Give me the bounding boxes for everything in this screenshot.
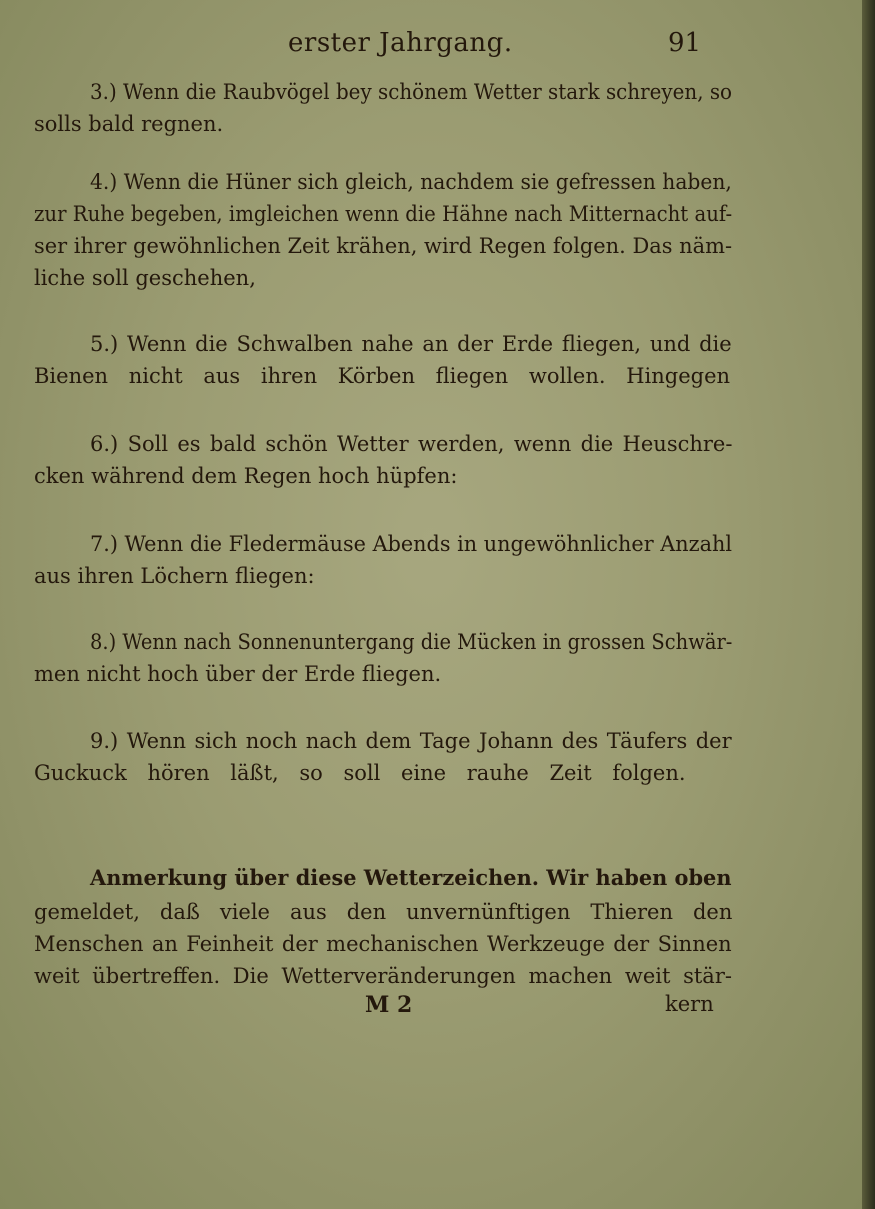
- catchword: kern: [665, 992, 714, 1016]
- item-4-line-3: ser ihrer gewöhnlichen Zeit krähen, wird Regen folgen. Das näm-: [34, 234, 733, 258]
- item-3-line-1: 3.) Wenn die Raubvögel bey schönem Wetter stark schreyen, so: [90, 80, 733, 104]
- item-6-line-1: 6.) Soll es bald schön Wetter werden, wenn die Heuschre-: [90, 432, 733, 456]
- item-5-line-2: Bienen nicht aus ihren Körben fliegen wollen. Hingegen: [34, 364, 731, 388]
- book-spine-edge: [862, 0, 875, 1209]
- item-8-line-1: 8.) Wenn nach Sonnenuntergang die Mücken in grossen Schwär-: [90, 630, 733, 654]
- item-9-line-2: Guckuck hören läßt, so soll eine rauhe Zeit folgen.: [34, 761, 686, 785]
- item-4-line-4: liche soll geschehen,: [34, 266, 256, 290]
- annotation-line-2: gemeldet, daß viele aus den unvernünftigen Thieren den: [34, 900, 733, 924]
- item-6-line-2: cken während dem Regen hoch hüpfen:: [34, 464, 458, 488]
- item-4-line-2: zur Ruhe begeben, imgleichen wenn die Hähne nach Mitternacht auf-: [34, 202, 733, 226]
- item-7-line-2: aus ihren Löchern fliegen:: [34, 564, 315, 588]
- item-8-line-2: men nicht hoch über der Erde fliegen.: [34, 662, 442, 686]
- signature-mark: M 2: [365, 992, 413, 1018]
- annotation-line-4: weit übertreffen. Die Wetterveränderungen machen weit stär-: [34, 964, 732, 988]
- item-5-line-1: 5.) Wenn die Schwalben nahe an der Erde fliegen, und die: [90, 332, 732, 356]
- annotation-line-3: Menschen an Feinheit der mechanischen Werkzeuge der Sinnen: [34, 932, 732, 956]
- item-9-line-1: 9.) Wenn sich noch nach dem Tage Johann des Täufers der: [90, 729, 732, 753]
- page-number: 91: [668, 28, 702, 58]
- running-head: erster Jahrgang.: [288, 28, 513, 58]
- item-3-line-2: solls bald regnen.: [34, 112, 224, 136]
- item-4-line-1: 4.) Wenn die Hüner sich gleich, nachdem sie gefressen haben,: [90, 170, 732, 194]
- page-header: [0, 22, 862, 62]
- item-7-line-1: 7.) Wenn die Fledermäuse Abends in ungewöhnlicher Anzahl: [90, 532, 732, 556]
- annotation-line-1: Anmerkung über diese Wetterzeichen. Wir haben oben: [90, 865, 732, 890]
